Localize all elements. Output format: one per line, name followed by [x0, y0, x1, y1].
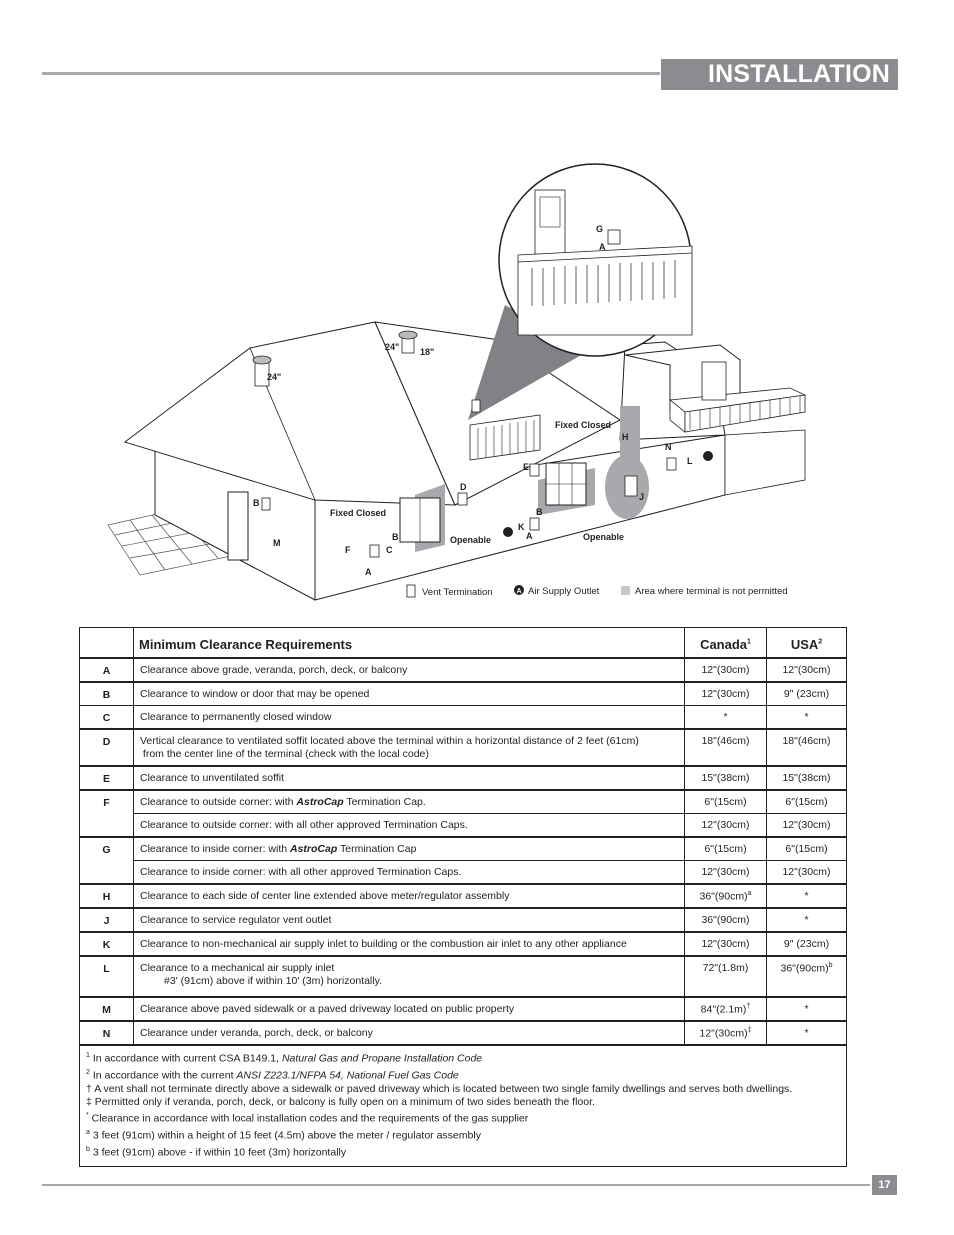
air-supply-outlet-icon — [703, 451, 713, 461]
label-a-bottom: A — [365, 567, 372, 577]
header-blank — [80, 628, 134, 659]
section-title: INSTALLATION — [661, 59, 898, 90]
label-openable-right: Openable — [583, 532, 625, 542]
header-title: Minimum Clearance Requirements — [134, 628, 685, 659]
table-row: D Vertical clearance to ventilated soffit located above the terminal within a horizontal distance of 2 feet (61cm) from the center line of the terminal (check with the local code) 18"(46cm) 18"(46cm) — [80, 729, 847, 766]
vent-termination-icon — [458, 493, 467, 505]
legend-area-label: Area where terminal is not permitted — [635, 586, 788, 597]
legend-vent-label: Vent Termination — [422, 587, 493, 598]
label-g: G — [596, 224, 604, 234]
table-row: Clearance to inside corner: with all other approved Termination Caps. 12"(30cm) 12"(30cm) — [80, 861, 847, 885]
note-dagger: † A vent shall not terminate directly above a sidewalk or paved driveway which is located between two single family dwellings and serves both dwellings. — [86, 1082, 793, 1095]
table-row: A Clearance above grade, veranda, porch, deck, or balcony 12"(30cm) 12"(30cm) — [80, 658, 847, 682]
table-row: Clearance to outside corner: with all other approved Termination Caps. 12"(30cm) 12"(30cm) — [80, 814, 847, 838]
air-supply-outlet-icon — [503, 527, 513, 537]
vent-termination-icon — [530, 464, 539, 476]
table-header-row — [80, 628, 847, 659]
dim-24-top: 24" — [385, 342, 400, 352]
note-double-dagger: ‡ Permitted only if veranda, porch, deck, or balcony is fully open on a minimum of two sides beneath the floor. — [86, 1095, 595, 1108]
legend-air-symbol: A — [516, 588, 522, 595]
table-row: M Clearance above paved sidewalk or a paved driveway located on public property 84"(2.1m)† * — [80, 997, 847, 1021]
label-b-window: B — [392, 532, 399, 542]
table-row: J Clearance to service regulator vent outlet 36"(90cm) * — [80, 908, 847, 932]
label-h: H — [622, 432, 629, 442]
label-l: L — [687, 456, 693, 466]
note-1: $^1$ In accordance with current CSA B149.1, Natural Gas and Propane Installation Code — [86, 1052, 483, 1065]
table-row: F Clearance to outside corner: with AstroCap Termination Cap. 6"(15cm) 6"(15cm) — [80, 790, 847, 814]
table-row: B Clearance to window or door that may be opened 12"(30cm) 9" (23cm) — [80, 682, 847, 706]
label-a-zoom: A — [599, 242, 606, 252]
legend-air-label: Air Supply Outlet — [528, 586, 600, 597]
roof-vent-top — [399, 331, 417, 353]
header-usa: USA$^2$ — [767, 628, 847, 659]
header-rule — [42, 72, 660, 75]
label-k: K — [518, 522, 525, 532]
label-fixed-closed-left: Fixed Closed — [330, 508, 387, 518]
table-row: E Clearance to unventilated soffit 15"(38cm) 15"(38cm) — [80, 766, 847, 790]
note-asterisk: * Clearance in accordance with local installation codes and the requirements of the gas supplier — [86, 1112, 529, 1125]
dim-18: 18" — [420, 347, 435, 357]
label-d: D — [460, 482, 467, 492]
header-canada: Canada$^1$ — [685, 628, 767, 659]
clearance-table — [79, 627, 847, 1167]
label-m: M — [273, 538, 281, 548]
legend-area-swatch — [621, 586, 630, 595]
label-fixed-closed-balcony: Fixed Closed — [555, 420, 612, 430]
label-n: N — [665, 442, 672, 452]
footer-rule — [42, 1184, 870, 1186]
table-notes-row — [80, 1045, 847, 1166]
vent-termination-icon — [370, 545, 379, 557]
table-row: C Clearance to permanently closed window * * — [80, 706, 847, 730]
label-b-door: B — [253, 498, 260, 508]
legend-vent-icon — [407, 585, 415, 597]
label-b-mid: B — [536, 507, 543, 517]
house-clearance-diagram — [100, 150, 820, 610]
label-a-mid: A — [526, 531, 533, 541]
label-j: J — [639, 492, 645, 502]
note-b: $^b$ 3 feet (91cm) above - if within 10 feet (3m) horizontally — [86, 1145, 347, 1159]
note-2: $^2$ In accordance with the current ANSI Z223.1/NFPA 54, National Fuel Gas Code — [86, 1068, 459, 1082]
table-row: H Clearance to each side of center line extended above meter/regulator assembly $36"(90cm)^a$ * — [80, 884, 847, 908]
table-row: L Clearance to a mechanical air supply inlet #3' (91cm) above if within 10' (3m) horizontally. 72"(1.8m) $36"(90cm)^b$ — [80, 956, 847, 997]
diagram-legend — [407, 585, 788, 598]
table-row: N Clearance under veranda, porch, deck, or balcony 12"(30cm)‡ * — [80, 1021, 847, 1045]
zoom-vent-termination-icon — [608, 230, 620, 244]
vent-termination-icon — [262, 498, 270, 510]
vent-termination-icon — [472, 400, 480, 412]
house-illustration — [100, 150, 820, 610]
table-row: K Clearance to non-mechanical air supply inlet to building or the combustion air inlet to any other appliance 12"(30cm) 9" (23cm) — [80, 932, 847, 956]
label-f: F — [345, 545, 351, 555]
label-e: E — [523, 462, 530, 472]
dim-24-left: 24" — [267, 372, 282, 382]
page-number: 17 — [872, 1175, 897, 1195]
side-door — [228, 492, 248, 560]
gas-meter — [625, 476, 637, 496]
zoom-circle — [499, 164, 692, 356]
note-a: $^a$ 3 feet (91cm) within a height of 15 feet (4.5m) above the meter / regulator assembly — [86, 1128, 481, 1142]
vent-termination-icon — [530, 518, 539, 530]
right-wall — [725, 430, 805, 495]
label-c: C — [386, 545, 393, 555]
table-notes — [80, 1045, 847, 1166]
vent-termination-icon — [667, 458, 676, 470]
table-row: G Clearance to inside corner: with AstroCap Termination Cap 6"(15cm) 6"(15cm) — [80, 837, 847, 861]
back-wing-door — [702, 362, 726, 400]
label-openable-left: Openable — [450, 535, 492, 545]
